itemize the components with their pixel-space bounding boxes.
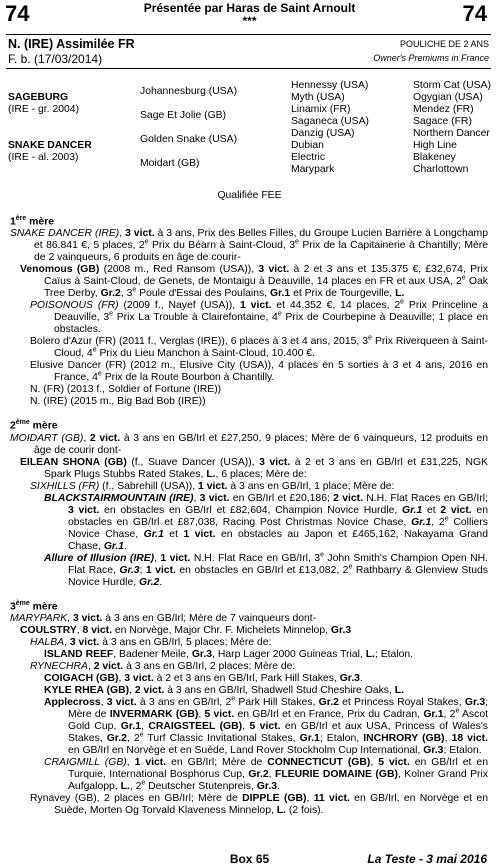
ggg-parent: Northern Dancer — [413, 128, 490, 139]
qualification: Qualifiée FEE — [217, 190, 282, 201]
produce-entry: RYNECHRA, 2 vict. à 3 ans en GB/Irl, 2 places; Mère de: — [30, 661, 296, 673]
produce-entry: Venomous (GB) (2008 m., Red Ransom (USA)), 3 vict. à 2 et 3 ans et 135.375 €, £32,674, Prix Caïus à Saint-Cloud, de Genets, de Montaigu à Deauville, 14 places en FR et aux USA, 2e Oak Tree Derby, Gr.2, 3e Poule d'Essai des Poulains, Gr.1 et Prix de Tourgeville, L. — [20, 264, 489, 300]
grandparent: Johannesburg (USA) — [140, 86, 238, 97]
ggg-parent: Charlottown — [413, 164, 469, 175]
dam-heading: 3ème mère — [10, 599, 58, 613]
ggg-parent: Mendez (FR) — [413, 104, 474, 115]
grandparent: Sage Et Jolie (GB) — [140, 110, 227, 121]
ggg-parent: High Line — [413, 140, 457, 151]
produce-entry: BLACKSTAIRMOUNTAIN (IRE), 3 vict. en GB/Irl et £20,186; 2 vict. N.H. Flat Races en GB/Irl; 3 vict. en obstacles en GB/Irl et £82,604, Champion Novice Hurdle, Gr.1 et 2 vict. en obstacles en GB/Irl et £87,038, Racing Post Christmas Novice Chase, Gr.1, 2e Colliers Novice Chase, Gr.1 et 1 vict. en obstacles au Japon et £465,162, Nakayama Grand Chase, Gr.1. — [44, 492, 488, 552]
produce-entry: CRAIGMILL (GB), 1 vict. en GB/Irl; Mère de CONNECTICUT (GB), 5 vict. en GB/Irl et en Turquie, International Bosphorus Cup, Gr.2, FLEURIE DOMAINE (GB), Kolner Grand Prix Aufgalopp, L., 2e Deutscher Stutenpreis, Gr.3. — [44, 757, 489, 793]
section-gap — [10, 408, 488, 417]
top-rule — [6, 34, 491, 35]
sire-detail: (IRE - gr. 2004) — [8, 104, 80, 115]
produce-entry: Elusive Dancer (FR) (2012 m., Elusive City (USA)), 4 places en 5 sorties à 3 et 4 ans, 2016 en France, 4e Prix de la Route Bourbon à Chantilly. — [30, 360, 488, 384]
header-stars: *** — [242, 14, 257, 28]
produce-entry: HALBA, 3 vict. à 3 ans en GB/Irl, 5 places; Mère de: — [30, 637, 272, 649]
produce-entry: MOIDART (GB), 2 vict. à 3 ans en GB/Irl et £27,250, 9 places; Mère de 6 vainqueurs, 12 produits en âge de courir dont- — [10, 432, 488, 456]
family-notes — [10, 213, 488, 817]
section-gap — [10, 589, 488, 598]
great-grandparent: Dubian — [291, 140, 324, 151]
lot-number-right: 74 — [462, 1, 487, 26]
produce-entry: Allure of Illusion (IRE), 1 vict. N.H. Flat Race en GB/Irl, 3e John Smith's Champion Open NH. Flat Race, Gr.3; 1 vict. en obstacles en GB/Irl et £13,082, 2e Rathbarry & Glenview Studs Novice Hurdle, Gr.2. — [44, 551, 488, 588]
produce-entry: EILEAN SHONA (GB) (f., Suave Dancer (USA)), 3 vict. à 2 et 3 ans en GB/Irl et £31,225, NGK Spark Plugs Stubbs Rated Stakes, L., 6 places; Mère de: — [20, 456, 488, 480]
horse-name: N. (IRE) Assimilée FR — [8, 37, 135, 51]
pedigree-top-rule — [6, 68, 491, 69]
ggg-parent: Ogygian (USA) — [413, 92, 483, 103]
produce-entry: N. (IRE) (2015 m., Big Bad Bob (IRE)) — [30, 396, 206, 408]
great-grandparent: Hennessy (USA) — [291, 80, 369, 91]
dam-heading: 1ère mère — [10, 215, 55, 228]
produce-entry: Rynavey (GB), 2 places en GB/Irl; Mère de DIPPLE (GB), 11 vict. en GB/Irl, en Norvège et en Suède, Morten Og Torvald Klaveness Minnelop, L. (2 fois). — [30, 793, 488, 817]
dam-name: SNAKE DANCER — [8, 140, 92, 151]
great-grandparent: Myth (USA) — [291, 92, 345, 103]
consignor-text: Présentée par Haras de Saint Arnoult — [143, 1, 356, 15]
produce-entry: COIGACH (GB), 3 vict. à 2 et 3 ans en GB/Irl, Park Hill Stakes, Gr.3. — [44, 673, 363, 685]
produce-entry: Bolero d'Azur (FR) (2011 f., Verglas (IRE)), 6 places à 3 et 4 ans, 2015, 3e Prix Riverqueen à Saint-Cloud, 4e Prix du Lieu Manchon à Saint-Cloud, 10.400 €. — [30, 335, 488, 360]
great-grandparent: Danzig (USA) — [291, 128, 355, 139]
box-number: Box 65 — [229, 852, 270, 866]
produce-entry: N. (FR) (2013 f., Soldier of Fortune (IRE)) — [30, 384, 222, 396]
lot-number-left: 74 — [5, 1, 30, 26]
produce-entry: ISLAND REEF, Badener Meile, Gr.3, Harp Lager 2000 Guineas Trial, L.; Etalon. — [44, 649, 414, 661]
ggg-parent: Blakeney — [413, 152, 456, 163]
dam-detail: (IRE - al. 2003) — [8, 152, 79, 163]
ggg-parent: Storm Cat (USA) — [413, 80, 491, 91]
great-grandparent: Marypark — [291, 164, 335, 175]
consignor-header — [0, 2, 499, 28]
great-grandparent: Saganeca (USA) — [291, 116, 369, 127]
great-grandparent: Electric — [291, 152, 326, 163]
grandparent: Moidart (GB) — [140, 158, 200, 169]
horse-category: POULICHE DE 2 ANS — [399, 39, 489, 49]
grandparent: Golden Snake (USA) — [140, 134, 238, 145]
produce-entry: SNAKE DANCER (IRE), 3 vict. à 3 ans, Prix des Belles Filles, du Groupe Lucien Barrière à Longchamp et 86.841 €, 5 places, 2e Prix du Béarn à Saint-Cloud, 3e Prix de la Capitainerie à Chantilly; Mère de 2 vainqueurs, 6 produits en âge de courir- — [10, 228, 488, 264]
produce-entry: MARYPARK, 3 vict. à 3 ans en GB/Irl; Mère de 7 vainqueurs dont- — [10, 613, 317, 625]
sale-date: La Teste - 3 mai 2016 — [367, 852, 487, 866]
produce-entry: Applecross, 3 vict. à 3 ans en GB/Irl, 2e Park Hill Stakes, Gr.2 et Princess Royal Stakes, Gr.3; Mère de INVERMARK (GB), 5 vict. en GB/Irl et en France, Prix du Cadran, Gr.1, 2e Ascot Gold Cup, Gr.1, CRAIGSTEEL (GB), 5 vict. en GB/Irl et aux USA, Princess of Wales's Stakes, Gr.2, 2e Turf Classic Invitational Stakes, Gr.1; Etalon, INCHRORY (GB), 18 vict. en GB/Irl en Norvège et en Suède, Land Rover Stockholm Cup International, Gr.3; Etalon. — [44, 695, 488, 757]
produce-entry: POISONOUS (FR) (2009 f., Nayef (USA)), 1 vict. et 44.352 €, 14 places, 2e Prix Princeline a Deauville, 3e Prix La Trouble à Clairefontaine, 4e Prix de Courbepine à Deauville; 1 place en obstacles. — [30, 299, 489, 336]
produce-entry: KYLE RHEA (GB), 2 vict. à 3 ans en GB/Irl, Shadwell Stud Cheshire Oaks, L. — [44, 685, 404, 697]
dam-heading: 2ème mère — [10, 419, 58, 432]
horse-sex-birth: F. b. (17/03/2014) — [8, 52, 103, 66]
sire-name: SAGEBURG — [8, 92, 69, 103]
ggg-parent: Sagace (FR) — [413, 116, 472, 127]
produce-entry: COULSTRY, 8 vict. en Norvège, Major Chr. F. Michelets Minnelop, Gr.3 — [20, 625, 352, 637]
owner-premium: Owner's Premiums in France — [373, 53, 489, 63]
great-grandparent: Linamix (FR) — [291, 104, 351, 115]
produce-entry: SIXHILLS (FR) (f., Sabrehill (USA)), 1 vict. à 3 ans en GB/Irl, 1 place; Mère de: — [30, 480, 395, 492]
